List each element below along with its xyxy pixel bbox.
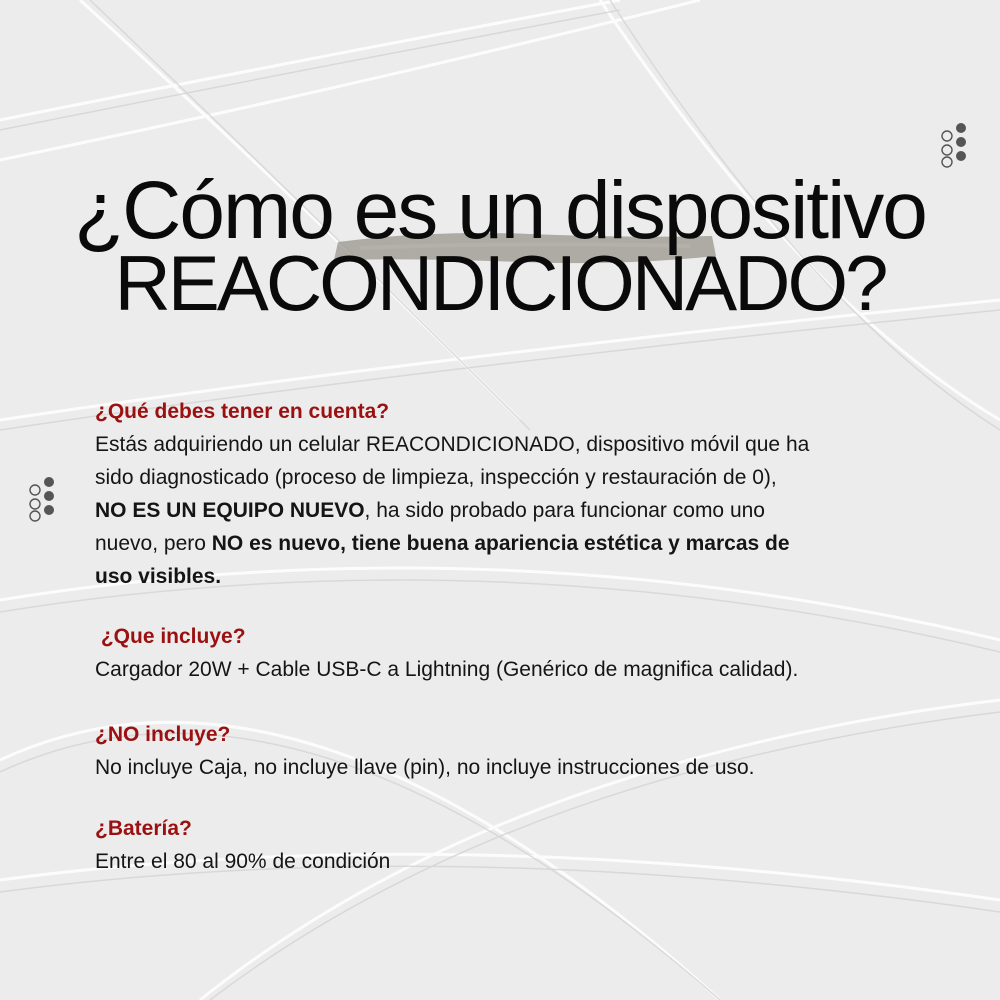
body-line: sido diagnosticado (proceso de limpieza, inspección y restauración de 0), [95,466,777,489]
body-bold: uso visibles. [95,565,222,588]
section-body: Entre el 80 al 90% de condición [95,850,391,873]
section-not-included [95,718,915,784]
page-title-line1: ¿Cómo es un dispositivo [74,165,926,256]
section-includes [95,620,915,686]
body-bold: NO ES UN EQUIPO NUEVO [95,499,365,522]
section-body: No incluye Caja, no incluye llave (pin), no incluye instrucciones de uso. [95,756,755,779]
page-title-line2: REACONDICIONADO? [114,239,886,327]
section-body [95,428,915,593]
dots-pattern-icon [28,476,58,524]
body-bold: NO es nuevo, tiene buena apariencia estética y marcas de [211,532,790,555]
section-body: Cargador 20W + Cable USB-C a Lightning (Genérico de magnifica calidad). [95,658,799,681]
body-line: , ha sido probado para funcionar como uno [364,499,765,522]
body-line: nuevo, pero [95,532,212,555]
dots-pattern-icon [940,122,970,170]
section-heading: ¿Batería? [95,817,192,840]
section-what-to-know [95,395,915,593]
section-battery [95,812,915,878]
section-heading: ¿NO incluye? [95,723,231,746]
section-heading: ¿Que incluye? [95,625,246,648]
body-line: Estás adquiriendo un celular REACONDICIONADO, dispositivo móvil que ha [95,433,810,456]
section-heading: ¿Qué debes tener en cuenta? [95,400,390,423]
